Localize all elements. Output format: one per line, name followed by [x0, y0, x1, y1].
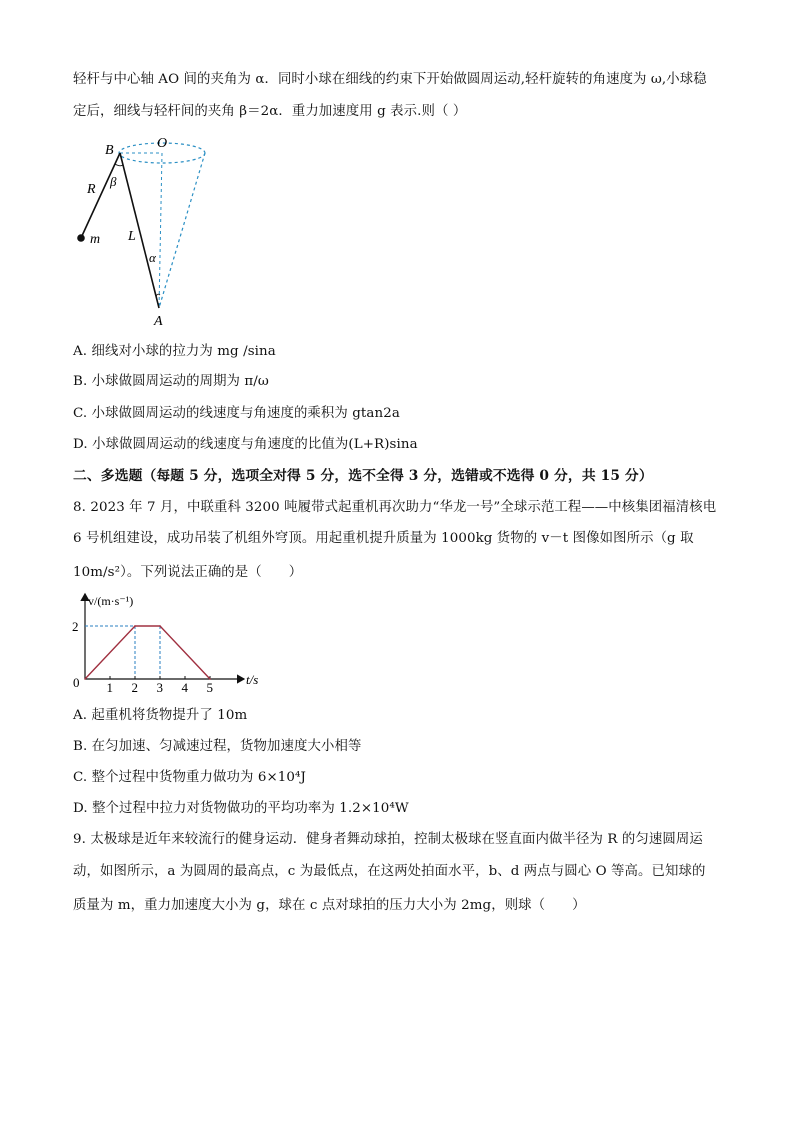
axis-ao	[159, 153, 162, 308]
q7-stem-line2: 定后，细线与轻杆间的夹角 β＝2α．重力加速度用 g 表示.则（ ）	[73, 104, 467, 119]
x-tick-label-4: 4	[181, 680, 188, 695]
x-tick-label-5: 5	[206, 680, 213, 695]
q7-option-a: A. 细线对小球的拉力为 mg /sina	[73, 344, 276, 359]
section2-title: 二、多选题（每题 5 分，选项全对得 5 分，选不全得 3 分，选错或不选得 0 分，共 15 分）	[73, 468, 653, 484]
q9-stem-line2: 动，如图所示，a 为圆周的最高点，c 为最低点，在这两处拍面水平，b、d 两点与圆心 O 等高。已知球的	[73, 864, 706, 879]
data-point-2	[159, 625, 161, 627]
label-o: O	[157, 136, 168, 151]
label-beta: β	[110, 174, 117, 189]
rod-ab	[120, 153, 159, 308]
q8-stem-line2: 6 号机组建设，成功吊装了机组外穹顶。用起重机提升质量为 1000kg 货物的 v－t 图像如图所示（g 取	[73, 531, 694, 546]
velocity-series-line	[85, 626, 210, 679]
x-tick-label-3: 3	[156, 680, 163, 695]
label-alpha: α	[149, 250, 156, 265]
label-b: B	[105, 143, 114, 158]
q8-stem-line3: 10m/s²）。下列说法正确的是（ ）	[73, 565, 303, 580]
x-tick-label-1: 1	[106, 680, 113, 695]
q7-option-d: D. 小球做圆周运动的线速度与角速度的比值为(L+R)sina	[73, 437, 418, 452]
y-tick-label-2: 2	[72, 619, 79, 634]
data-point-3	[209, 678, 211, 680]
label-l: L	[128, 229, 136, 244]
q9-stem-line3: 质量为 m，重力加速度大小为 g，球在 c 点对球拍的压力大小为 2mg，则球（ ）	[73, 898, 586, 913]
label-a: A	[154, 314, 163, 329]
label-r: R	[87, 182, 96, 197]
q8-option-c: C. 整个过程中货物重力做功为 6×10⁴J	[73, 770, 306, 785]
data-point-1	[134, 625, 136, 627]
q7-cone-figure	[70, 130, 220, 330]
x-tick-label-2: 2	[131, 680, 138, 695]
x-axis-label: t/s	[246, 672, 259, 687]
vt-chart	[70, 588, 270, 700]
q7-stem-line1: 轻杆与中心轴 AO 间的夹角为 α．同时小球在细线的约束下开始做圆周运动,轻杆旋转的角速度为 ω,小球稳	[73, 72, 707, 87]
q8-option-a: A. 起重机将货物提升了 10m	[73, 708, 248, 723]
label-m: m	[90, 232, 101, 247]
data-point-0	[84, 678, 86, 680]
beta-arc	[115, 164, 123, 166]
ball-m	[77, 234, 85, 242]
y-axis-label: v/(m·s⁻¹)	[88, 594, 134, 608]
q8-option-b: B. 在匀加速、匀减速过程，货物加速度大小相等	[73, 739, 362, 754]
origin-label: 0	[73, 675, 80, 690]
q7-option-b: B. 小球做圆周运动的周期为 π/ω	[73, 374, 269, 389]
alpha-arc	[156, 294, 160, 296]
q8-stem-line1: 8. 2023 年 7 月，中联重科 3200 吨履带式起重机再次助力“华龙一号”全球示范工程——中核集团福清核电	[73, 500, 717, 515]
cone-side-line	[159, 153, 205, 308]
q7-option-c: C. 小球做圆周运动的线速度与角速度的乘积为 gtan2a	[73, 406, 400, 421]
q8-option-d: D. 整个过程中拉力对货物做功的平均功率为 1.2×10⁴W	[73, 801, 409, 816]
q9-stem-line1: 9. 太极球是近年来较流行的健身运动．健身者舞动球拍，控制太极球在竖直面内做半径为 R 的匀速圆周运	[73, 832, 703, 847]
